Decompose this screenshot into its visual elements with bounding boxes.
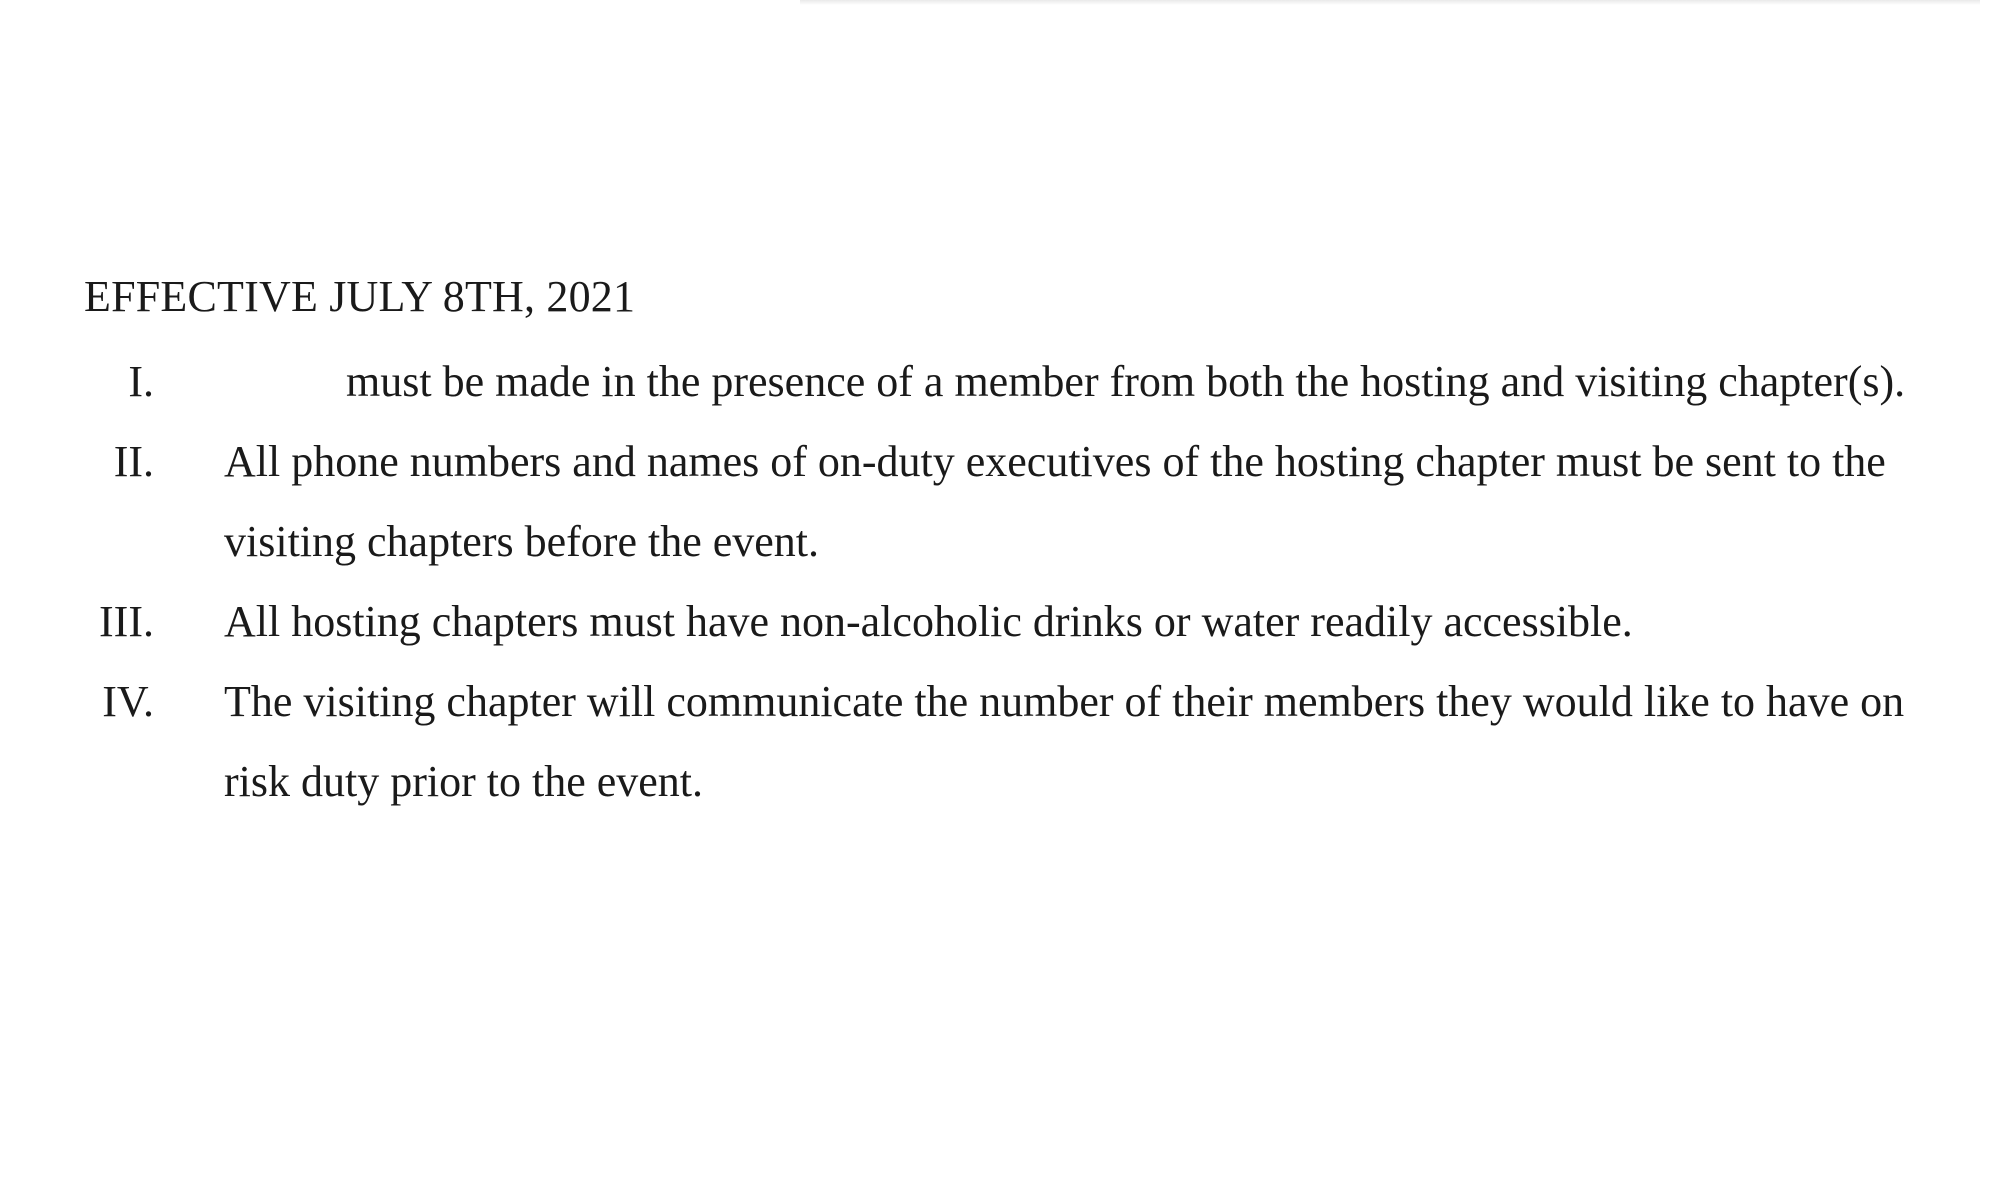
numbered-list	[84, 342, 1944, 822]
list-item	[84, 342, 1944, 422]
list-item	[84, 582, 1944, 662]
list-item-text	[224, 342, 1964, 422]
document-body	[84, 262, 1944, 822]
list-item-text: The visiting chapter will communicate the number of their members they would like to have on risk duty prior to the event.	[224, 677, 1905, 806]
list-item-numeral: I.	[128, 357, 154, 406]
list-item	[84, 662, 1944, 822]
list-item-text: All hosting chapters must have non-alcoholic drinks or water readily accessible.	[224, 597, 1633, 646]
list-item-text: All phone numbers and names of on-duty executives of the hosting chapter must be sent to the visiting chapters before the event.	[224, 437, 1886, 566]
list-item-numeral: IV.	[102, 677, 154, 726]
page-top-edge	[800, 0, 1980, 5]
list-item-text-content: must be made in the presence of a member from both the hosting and visiting chapter(s).	[346, 357, 1906, 406]
list-item	[84, 422, 1944, 582]
list-item-numeral: III.	[99, 597, 154, 646]
effective-date-heading: EFFECTIVE JULY 8TH, 2021	[84, 272, 636, 321]
list-item-numeral: II.	[113, 437, 154, 486]
